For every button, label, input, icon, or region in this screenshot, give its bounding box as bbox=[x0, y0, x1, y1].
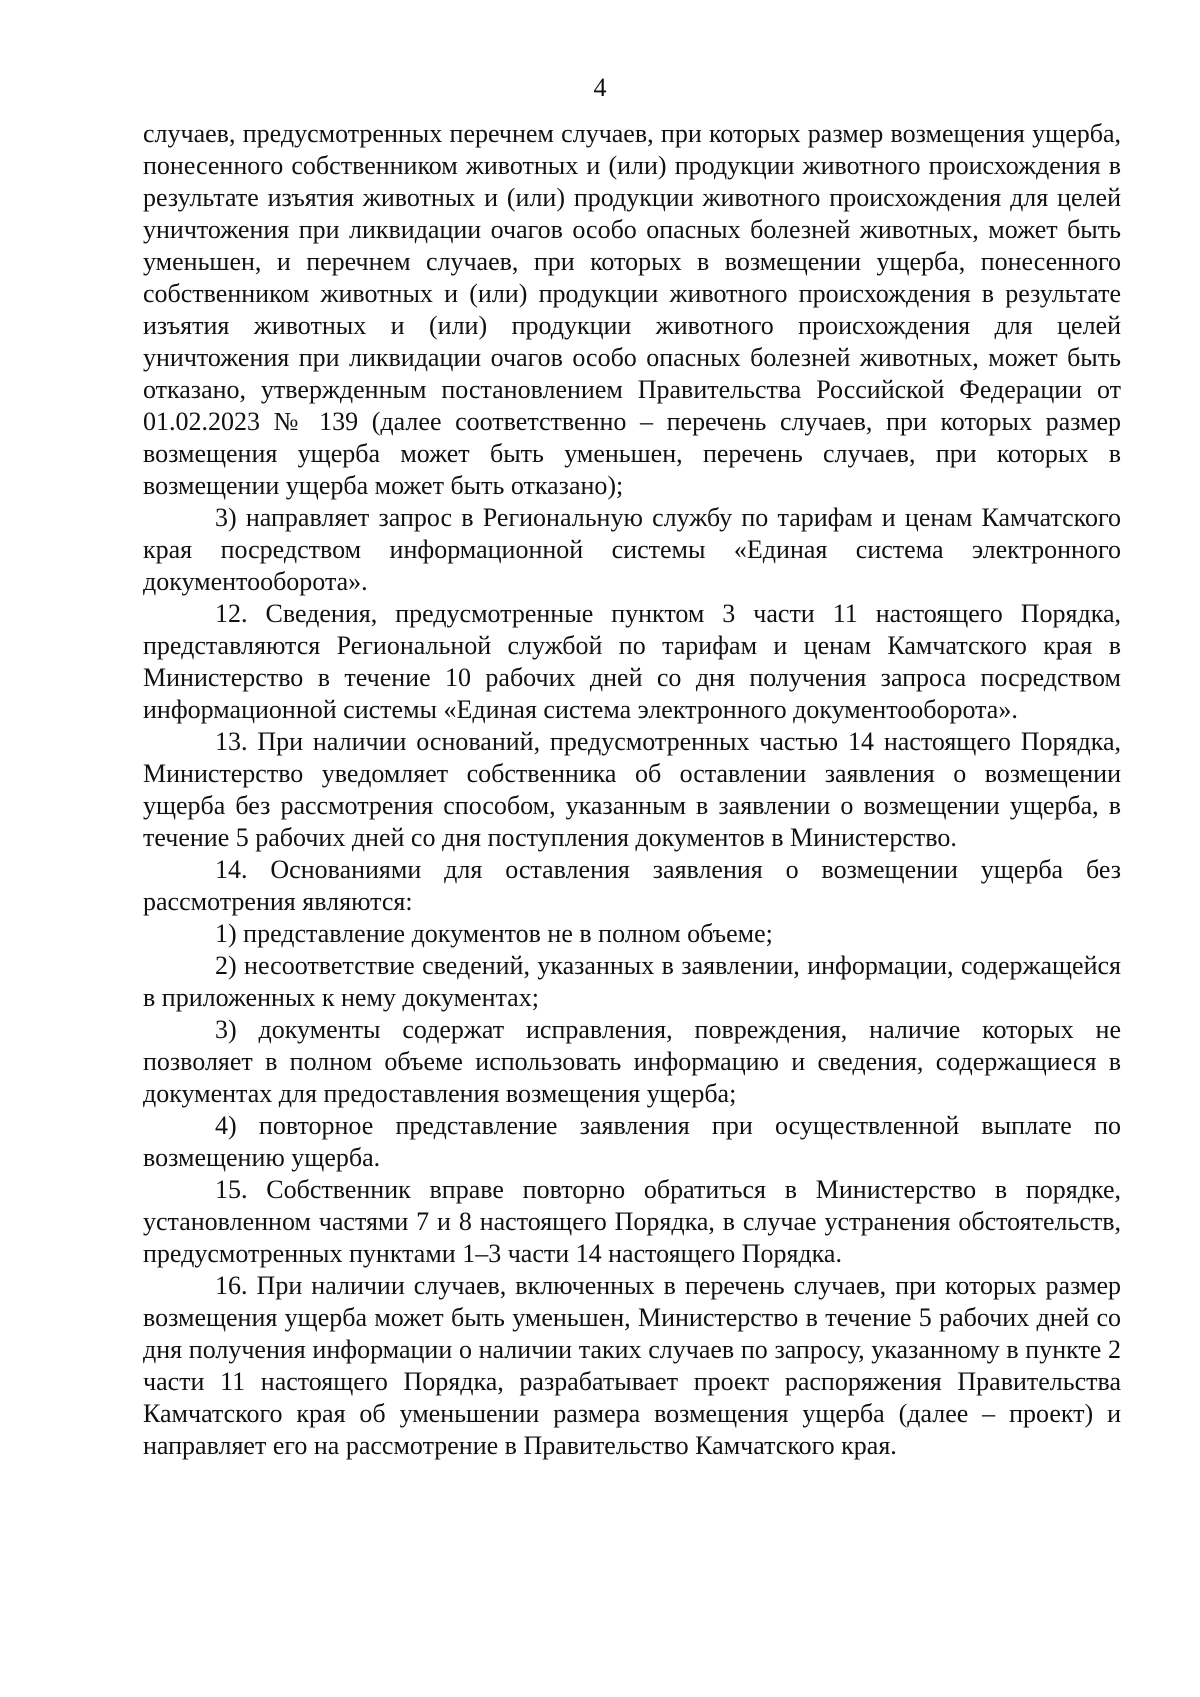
paragraph-14-item-2: 2) несоответствие сведений, указанных в заявлении, информации, содержащейся в приложенных к нему документах; bbox=[143, 951, 1121, 1012]
paragraph-15: 15. Собственник вправе повторно обратиться в Министерство в порядке, установленном частями 7 и 8 настоящего Порядка, в случае устранения обстоятельств, предусмотренных пунктами 1–3 части 14 настоящего Порядка. bbox=[143, 1175, 1121, 1268]
paragraph-16: 16. При наличии случаев, включенных в перечень случаев, при которых размер возмещения ущерба может быть уменьшен, Министерство в течение 5 рабочих дней со дня получения информации о наличии таких случаев по запросу, указанному в пункте 2 части 11 настоящего Порядка, разрабатывает проект распоряжения Правительства Камчатского края об уменьшении размера возмещения ущерба (далее – проект) и направляет его на рассмотрение в Правительство Камчатского края. bbox=[143, 1271, 1121, 1460]
paragraph-14-item-3: 3) документы содержат исправления, повреждения, наличие которых не позволяет в полном объеме использовать информацию и сведения, содержащиеся в документах для предоставления возмещения ущерба; bbox=[143, 1015, 1121, 1108]
paragraph-14-item-4: 4) повторное представление заявления при осуществленной выплате по возмещению ущерба. bbox=[143, 1111, 1121, 1172]
paragraph-12: 12. Сведения, предусмотренные пунктом 3 части 11 настоящего Порядка, представляются Региональной службой по тарифам и ценам Камчатского края в Министерство в течение 10 рабочих дней со дня получения запроса посредством информационной системы «Единая система электронного документооборота». bbox=[143, 599, 1121, 724]
paragraph-14: 14. Основаниями для оставления заявления о возмещении ущерба без рассмотрения являются: bbox=[143, 855, 1121, 916]
document-body bbox=[143, 118, 1121, 1462]
paragraph-continuation: случаев, предусмотренных перечнем случаев, при которых размер возмещения ущерба, понесенного собственником животных и (или) продукции животного происхождения в результате изъятия животных и (или) продукции животного происхождения для целей уничтожения при ликвидации очагов особо опасных болезней животных, может быть уменьшен, и перечнем случаев, при которых в возмещении ущерба, понесенного собственником животных и (или) продукции животного происхождения в результате изъятия животных и (или) продукции животного происхождения для целей уничтожения при ликвидации очагов особо опасных болезней животных, может быть отказано, утвержденным постановлением Правительства Российской Федерации от 01.02.2023 № 139 (далее соответственно – перечень случаев, при которых размер возмещения ущерба может быть уменьшен, перечень случаев, при которых в возмещении ущерба может быть отказано); bbox=[143, 119, 1121, 500]
paragraph-14-item-1: 1) представление документов не в полном объеме; bbox=[215, 919, 773, 948]
paragraph-item-3-request: 3) направляет запрос в Региональную службу по тарифам и ценам Камчатского края посредством информационной системы «Единая система электронного документооборота». bbox=[143, 503, 1121, 596]
paragraph-13: 13. При наличии оснований, предусмотренных частью 14 настоящего Порядка, Министерство уведомляет собственника об оставлении заявления о возмещении ущерба без рассмотрения способом, указанным в заявлении о возмещении ущерба, в течение 5 рабочих дней со дня поступления документов в Министерство. bbox=[143, 727, 1121, 852]
page-number: 4 bbox=[593, 73, 607, 102]
